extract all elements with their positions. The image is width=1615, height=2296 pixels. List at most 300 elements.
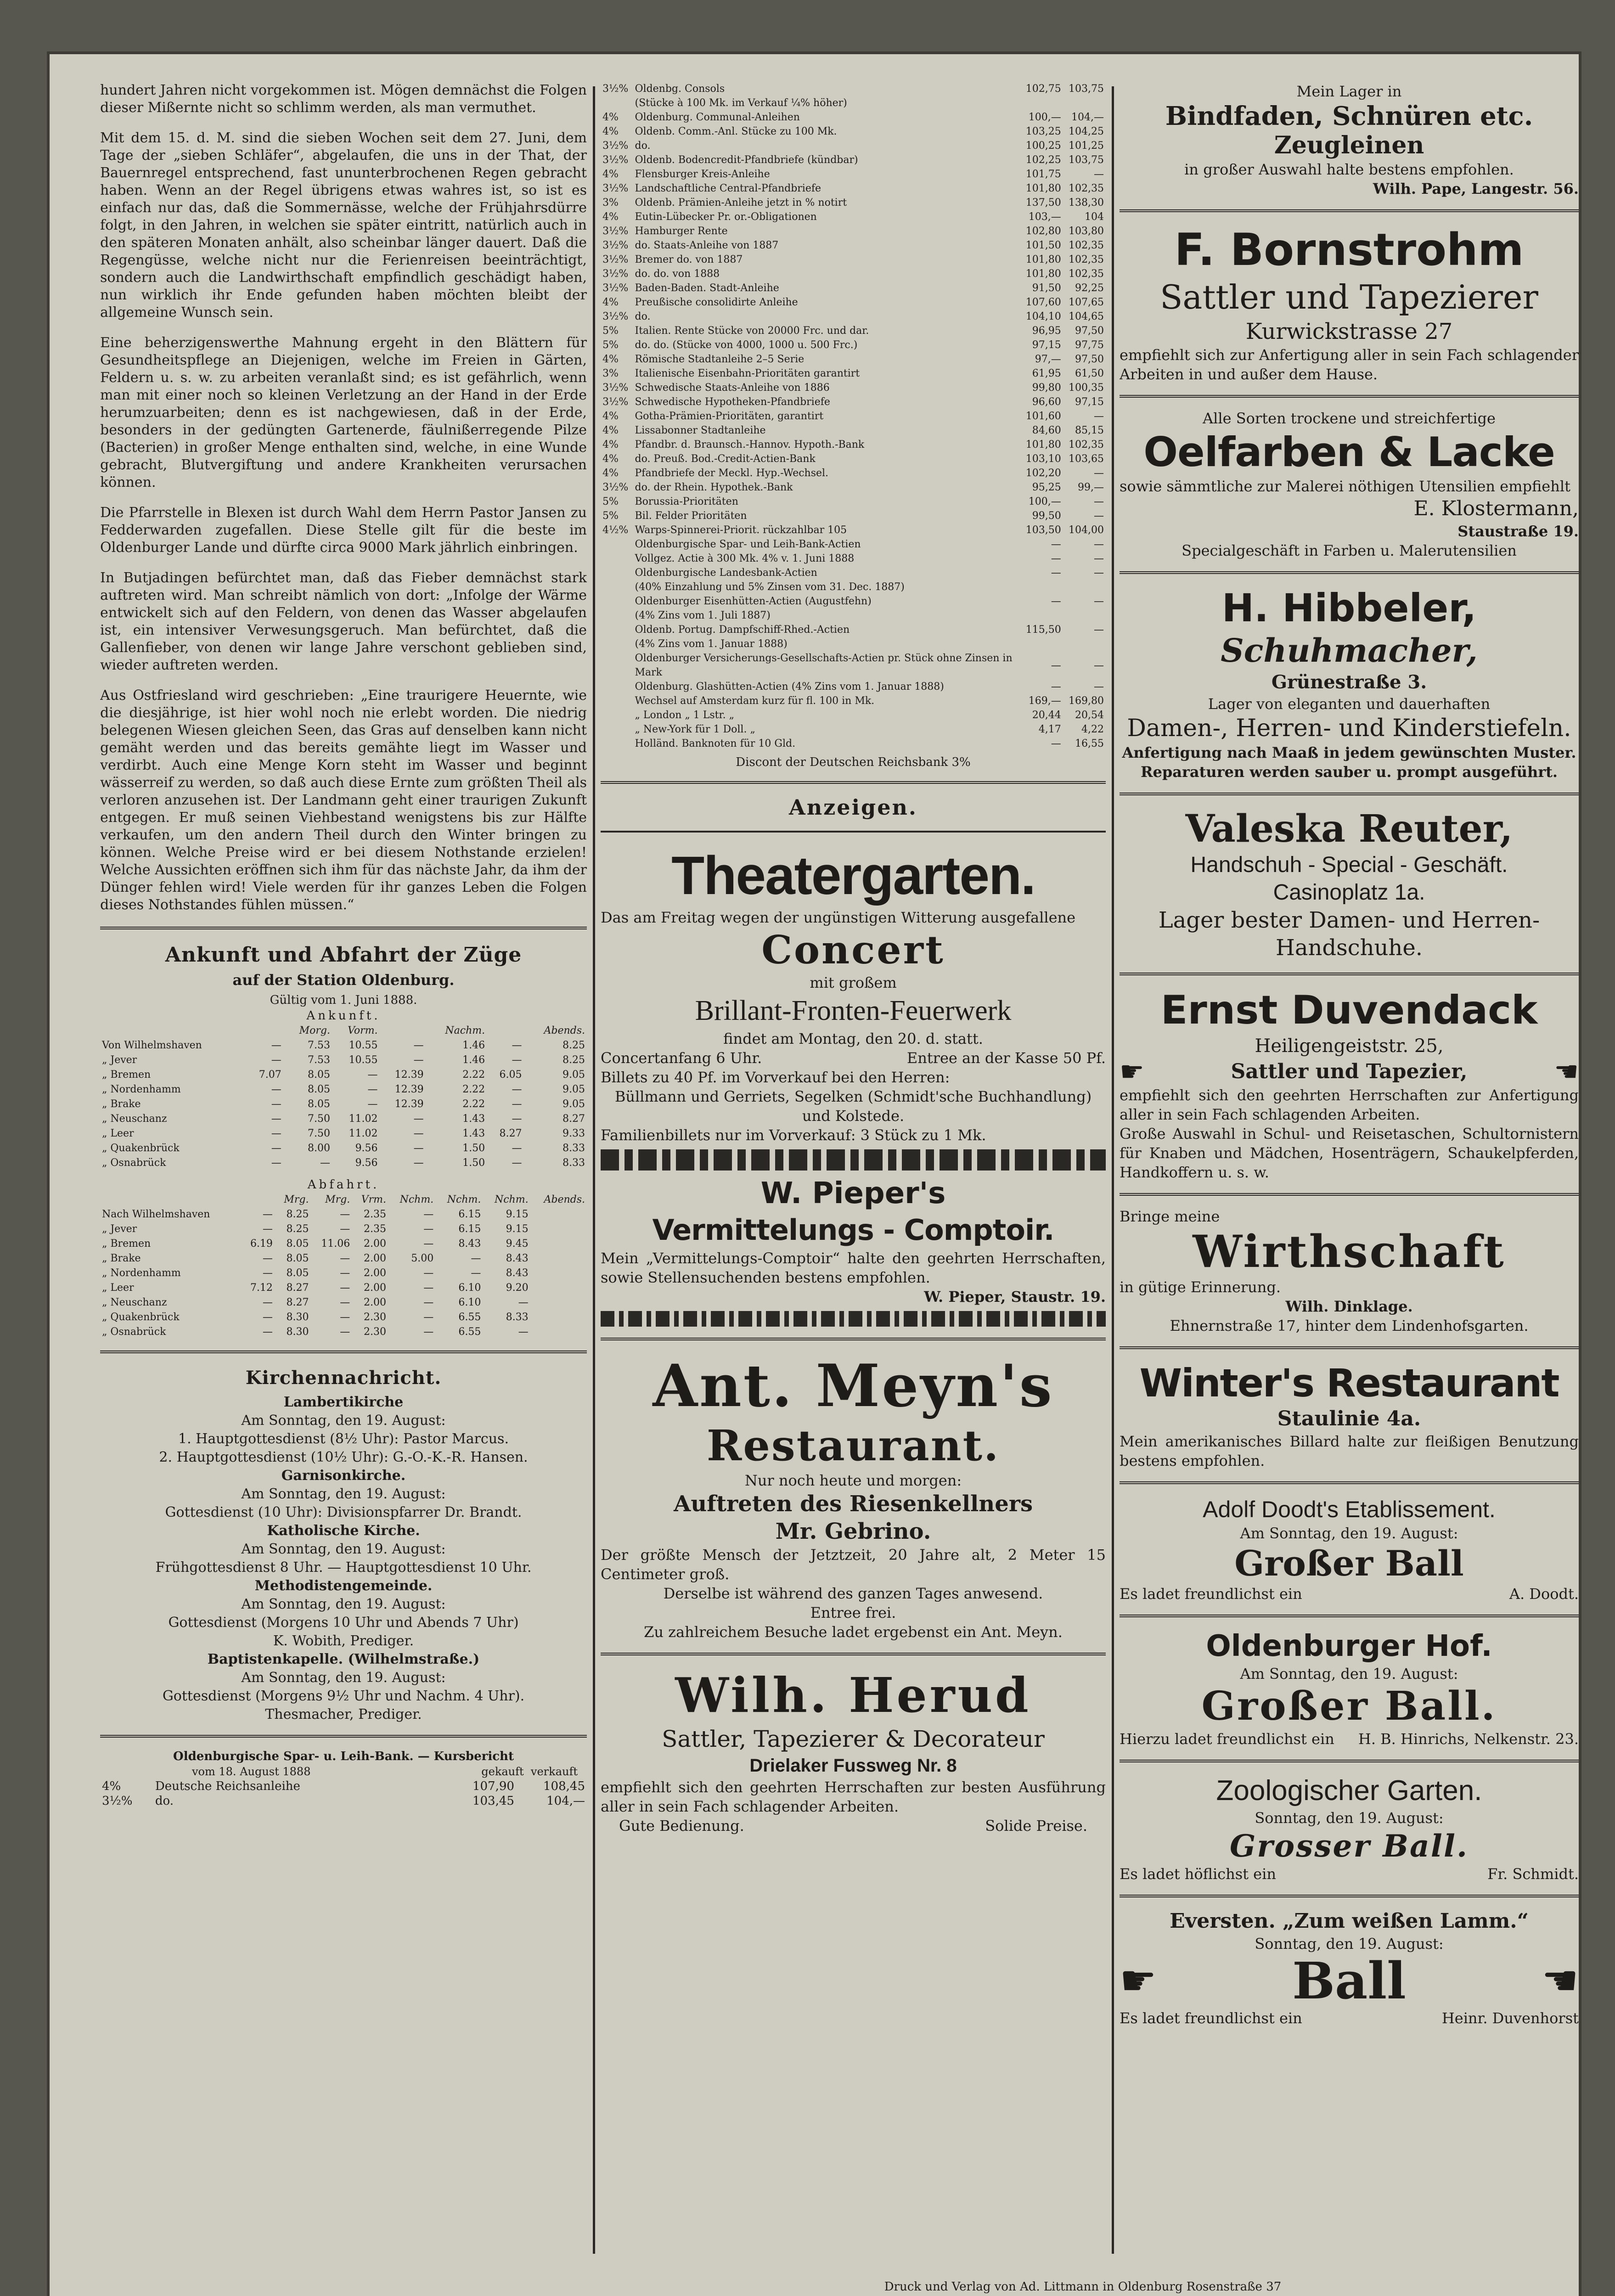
divider bbox=[1120, 209, 1579, 212]
doodt-left: Es ladet freundlichst ein bbox=[1120, 1585, 1302, 1603]
table-cell: 2.00 bbox=[364, 1253, 386, 1264]
table-cell: 3½% bbox=[602, 254, 629, 265]
table-cell: (40% Einzahlung und 5% Zinsen vom 31. Dec. 1887) bbox=[635, 581, 905, 593]
news-paragraph: In Butjadingen befürchtet man, daß das Fieber demnächst stark auftreten wird. Man schreibt nämlich von dort: „Infolge der Wärme entwickelt sich auf den Feldern, von denen das Wasser abgelaufen ist, ein intensiver Verwesungsgeruch. Man befürchtet, daß die Gallenfieber, von denen wir lange Jahre verschont geblieben sind, wieder auftreten werden. bbox=[100, 570, 587, 673]
table-cell: Lissabonner Stadtanleihe bbox=[635, 425, 766, 436]
table-header-cell: Nachm. bbox=[445, 1025, 485, 1036]
table-cell: — bbox=[262, 1267, 273, 1279]
column-market-ads bbox=[601, 82, 1106, 2272]
table-cell: — bbox=[1094, 539, 1104, 550]
church-line: Gottesdienst (10 Uhr): Divisionspfarrer Dr. Brandt. bbox=[165, 1504, 522, 1520]
ohof-date: Am Sonntag, den 19. August: bbox=[1240, 1665, 1458, 1683]
meyn-l6: Entree frei. bbox=[810, 1604, 896, 1621]
winter-title: Winter's Restaurant bbox=[1139, 1361, 1559, 1406]
table-cell: 5% bbox=[602, 325, 619, 337]
table-cell: 1.46 bbox=[462, 1054, 485, 1066]
klostermann-l3: Specialgeschäft in Farben u. Malerutensilien bbox=[1182, 542, 1517, 559]
table-cell: 10.55 bbox=[349, 1040, 378, 1051]
table-row bbox=[601, 366, 1106, 381]
divider bbox=[601, 831, 1106, 833]
divider bbox=[1120, 395, 1579, 398]
hibbeler-title: Schuhmacher, bbox=[1221, 631, 1478, 670]
discount-rate: Discont der Deutschen Reichsbank 3% bbox=[736, 755, 971, 769]
table-cell: 7.53 bbox=[307, 1040, 330, 1051]
concert-vendors: Büllmann und Gerriets, Segelken (Schmidt'sche Buchhandlung) und Kolstede. bbox=[614, 1088, 1092, 1125]
table-row bbox=[100, 1053, 587, 1068]
table-row bbox=[100, 1310, 587, 1325]
table-row bbox=[100, 1222, 587, 1237]
table-cell: 10.55 bbox=[349, 1054, 378, 1066]
table-cell: 2.35 bbox=[364, 1223, 386, 1235]
table-cell: 2.00 bbox=[364, 1238, 386, 1249]
table-row bbox=[601, 637, 1106, 651]
table-cell: 5% bbox=[602, 496, 619, 507]
divider bbox=[1120, 1760, 1579, 1762]
ad-hibbeler bbox=[1120, 585, 1579, 782]
bank-title: Oldenburgische Spar- u. Leih-Bank. — Kursbericht bbox=[173, 1750, 514, 1763]
table-cell: — bbox=[367, 1084, 378, 1095]
table-cell: 104,— bbox=[546, 1794, 585, 1808]
table-header-cell: Mrg. bbox=[284, 1194, 309, 1205]
dinklage-sign: Wilh. Dinklage. bbox=[1285, 1298, 1413, 1315]
table-row bbox=[601, 708, 1106, 722]
zoo-title: Zoologischer Garten. bbox=[1216, 1775, 1482, 1806]
divider bbox=[601, 1653, 1106, 1655]
table-row bbox=[601, 438, 1106, 452]
table-cell: 2.30 bbox=[364, 1311, 386, 1323]
meyn-name: Ant. Meyn's bbox=[653, 1352, 1054, 1420]
klostermann-sign: E. Klostermann, bbox=[1413, 497, 1579, 520]
table-cell: 8.05 bbox=[286, 1267, 309, 1279]
table-cell: — bbox=[512, 1098, 522, 1110]
ad-winter bbox=[1120, 1360, 1579, 1470]
table-cell: do. Staats-Anleihe von 1887 bbox=[635, 240, 779, 251]
table-cell: 8.30 bbox=[286, 1326, 309, 1338]
table-cell: — bbox=[340, 1223, 350, 1235]
table-cell: — bbox=[271, 1098, 281, 1110]
meyn-title: Restaurant. bbox=[706, 1421, 1000, 1470]
table-cell: — bbox=[1094, 169, 1104, 180]
church-line: Am Sonntag, den 19. August: bbox=[241, 1541, 446, 1557]
table-cell: — bbox=[413, 1157, 424, 1169]
ad-theatergarten bbox=[601, 844, 1106, 1145]
table-cell: 84,60 bbox=[1032, 425, 1061, 436]
table-row bbox=[601, 495, 1106, 509]
church-line: 1. Hauptgottesdienst (8½ Uhr): Pastor Marcus. bbox=[178, 1431, 509, 1447]
table-cell: Holländ. Banknoten für 10 Gld. bbox=[635, 738, 796, 749]
table-cell: 7.12 bbox=[250, 1282, 273, 1294]
concert-mit: mit großem bbox=[810, 974, 897, 991]
table-cell: — bbox=[1094, 681, 1104, 692]
pieper-sign: W. Pieper, Staustr. 19. bbox=[924, 1288, 1106, 1306]
reuter-l3: Lager bester Damen- und Herren-Handschuhe. bbox=[1158, 907, 1540, 961]
table-cell: 6.15 bbox=[458, 1223, 481, 1235]
table-cell: Oldenburg. Communal-Anleihen bbox=[635, 112, 800, 123]
table-cell: 8.27 bbox=[286, 1282, 309, 1294]
table-row bbox=[601, 722, 1106, 737]
table-cell: 3½% bbox=[602, 311, 629, 322]
table-cell: 6.55 bbox=[458, 1311, 481, 1323]
table-cell: 8.30 bbox=[286, 1311, 309, 1323]
herud-address: Drielaker Fussweg Nr. 8 bbox=[749, 1756, 957, 1776]
table-cell: 103,80 bbox=[1069, 225, 1104, 237]
table-cell: — bbox=[1094, 659, 1104, 671]
church-line: Frühgottesdienst 8 Uhr. — Hauptgottesdienst 10 Uhr. bbox=[155, 1559, 532, 1576]
table-cell: — bbox=[1094, 510, 1104, 522]
table-cell: 101,50 bbox=[1025, 240, 1061, 251]
table-cell: 102,25 bbox=[1025, 154, 1061, 166]
table-cell: 102,35 bbox=[1069, 254, 1104, 265]
bornstrohm-text: empfiehlt sich zur Anfertigung aller in sein Fach schlagender Arbeiten in und außer dem Hause. bbox=[1120, 346, 1579, 383]
table-cell: „ Osnabrück bbox=[102, 1326, 166, 1338]
table-cell: (4% Zins vom 1. Juli 1887) bbox=[635, 610, 771, 621]
ad-klostermann bbox=[1120, 409, 1579, 560]
doodt-title: Adolf Doodt's Etablissement. bbox=[1203, 1497, 1496, 1522]
table-cell: — bbox=[423, 1326, 434, 1338]
table-row bbox=[601, 537, 1106, 551]
table-cell: 5% bbox=[602, 510, 619, 522]
ad-oldenburger-hof bbox=[1120, 1628, 1579, 1749]
table-cell: Oldenburg. Glashütten-Actien (4% Zins vom 1. Januar 1888) bbox=[635, 681, 944, 692]
dinklage-l2: in gütige Erinnerung. bbox=[1120, 1278, 1281, 1296]
table-cell: — bbox=[262, 1209, 273, 1220]
church-line: Thesmacher, Prediger. bbox=[265, 1706, 422, 1722]
table-row bbox=[100, 1237, 587, 1251]
table-cell: 9.56 bbox=[355, 1142, 378, 1154]
table-cell: 20,44 bbox=[1032, 709, 1061, 721]
table-cell: 9.20 bbox=[506, 1282, 529, 1294]
church-line: Gottesdienst (Morgens 9½ Uhr und Nachm. 4 Uhr). bbox=[162, 1688, 525, 1704]
table-row bbox=[100, 1794, 587, 1808]
table-cell: 4% bbox=[602, 453, 619, 465]
lamm-right: Heinr. Duvenhorst bbox=[1441, 2009, 1579, 2027]
hibbeler-l1: Lager von eleganten und dauerhaften bbox=[1208, 695, 1491, 713]
table-cell: Schwedische Hypotheken-Pfandbriefe bbox=[635, 396, 830, 408]
duvendack-l2: Große Auswahl in Schul- und Reisetaschen, Schultornistern für Knaben und Mädchen, Hosenträgern, Schaukelpferden, Handkoffern u. s. w. bbox=[1120, 1125, 1579, 1181]
table-cell: 3½% bbox=[602, 382, 629, 394]
table-cell: — bbox=[271, 1084, 281, 1095]
table-cell: 104 bbox=[1085, 211, 1104, 223]
table-cell: 3½% bbox=[602, 154, 629, 166]
table-cell: 3½% bbox=[602, 282, 629, 294]
table-cell: 99,80 bbox=[1032, 382, 1061, 394]
table-cell: 1.43 bbox=[462, 1128, 485, 1139]
table-cell: Borussia-Prioritäten bbox=[635, 496, 738, 507]
table-cell: „ Leer bbox=[102, 1282, 134, 1294]
ad-meyn bbox=[601, 1351, 1106, 1642]
table-cell: 107,65 bbox=[1069, 297, 1104, 308]
church-line: Am Sonntag, den 19. August: bbox=[241, 1596, 446, 1612]
church-line: 2. Hauptgottesdienst (10½ Uhr): G.-O.-K.-R. Hansen. bbox=[159, 1449, 528, 1465]
table-cell: „ Neuschanz bbox=[102, 1297, 167, 1308]
concert-date: findet am Montag, den 20. d. statt. bbox=[723, 1030, 983, 1047]
bornstrohm-address: Kurwickstrasse 27 bbox=[1245, 319, 1453, 344]
table-cell: 95,25 bbox=[1032, 482, 1061, 493]
pieper-name: W. Pieper's bbox=[760, 1176, 946, 1210]
table-cell: 8.27 bbox=[499, 1128, 522, 1139]
table-cell: 8.05 bbox=[286, 1238, 309, 1249]
ad-reuter bbox=[1120, 806, 1579, 962]
doodt-ball: Großer Ball bbox=[1234, 1543, 1464, 1584]
table-cell: Italien. Rente Stücke von 20000 Frc. und dar. bbox=[635, 325, 869, 337]
table-cell: do. do. von 1888 bbox=[635, 268, 720, 280]
table-row bbox=[100, 1325, 587, 1339]
table-cell: „ London „ 1 Lstr. „ bbox=[635, 709, 735, 721]
bank-table bbox=[100, 1779, 587, 1808]
table-cell: — bbox=[271, 1128, 281, 1139]
table-cell: 11.02 bbox=[349, 1128, 378, 1139]
timetable-subtitle: auf der Station Oldenburg. bbox=[232, 971, 455, 989]
table-cell: 6.15 bbox=[458, 1209, 481, 1220]
table-cell: 99,— bbox=[1078, 482, 1104, 493]
table-cell: — bbox=[262, 1311, 273, 1323]
table-cell: — bbox=[423, 1297, 434, 1308]
column-ads bbox=[1120, 82, 1579, 2272]
table-cell: Preußische consolidirte Anleihe bbox=[635, 297, 798, 308]
table-row bbox=[601, 295, 1106, 310]
table-cell: 102,80 bbox=[1025, 225, 1061, 237]
table-cell: 104,25 bbox=[1069, 126, 1104, 137]
pape-sign: Wilh. Pape, Langestr. 56. bbox=[1373, 180, 1579, 197]
table-row bbox=[601, 324, 1106, 338]
table-cell: Gotha-Prämien-Prioritäten, garantirt bbox=[635, 411, 824, 422]
hibbeler-name: H. Hibbeler, bbox=[1221, 585, 1477, 630]
table-cell: 5.00 bbox=[411, 1253, 434, 1264]
bank-head-buy: gekauft bbox=[481, 1765, 524, 1778]
pape-l1: Mein Lager in bbox=[1296, 83, 1402, 100]
table-cell: Landschaftliche Central-Pfandbriefe bbox=[635, 183, 822, 194]
ad-duvendack bbox=[1120, 986, 1579, 1182]
table-row bbox=[601, 338, 1106, 352]
table-cell: do. do. (Stücke von 4000, 1000 u. 500 Frc.) bbox=[635, 339, 858, 351]
table-cell: — bbox=[340, 1311, 350, 1323]
herud-right: Solide Preise. bbox=[985, 1817, 1087, 1835]
news-paragraph: Aus Ostfriesland wird geschrieben: „Eine traurigere Heuernte, wie die diesjährige, ist hier wohl noch nie erlebt worden. Die niedrig belegenen Wiesen gleichen Seen, das Gras auf denselben kann nicht gemäht werden und das bereits gemähte liegt im Wasser und verdirbt. Auch eine Menge Korn steht im Wasser und beginnt wässerreif zu werden, so daß auch diese Ernte zum größten Theil als verloren anzusehen ist. Der Landmann geht einer traurigen Zukunft entgegen. Er muß seinen Viehbestand wenigstens bis zur Hälfte verkaufen, um den andern Theil durch den Winter bringen zu können. Welche Preise wird er bei diesem Nothstande erzielen! Welche Aussichten eröffnen sich ihm für das nächste Jahr, da ihm der Dünger fehlen wird! Viele werden für ihr ganzes Leben die Folgen dieses Nothstandes fühlen müssen.“ bbox=[100, 687, 587, 913]
klostermann-address: Staustraße 19. bbox=[1457, 523, 1579, 540]
table-cell: — bbox=[423, 1267, 434, 1279]
table-cell: 8.25 bbox=[563, 1054, 585, 1066]
fireworks-title: Brillant-Fronten-Feuerwerk bbox=[695, 995, 1012, 1026]
divider bbox=[100, 927, 587, 929]
table-cell: 8.25 bbox=[563, 1040, 585, 1051]
zoo-date: Sonntag, den 19. August: bbox=[1255, 1809, 1444, 1827]
table-row bbox=[601, 680, 1106, 694]
table-cell: 2.35 bbox=[364, 1209, 386, 1220]
lamm-left: Es ladet freundlichst ein bbox=[1120, 2009, 1302, 2027]
table-cell: 12.39 bbox=[394, 1084, 424, 1095]
table-row bbox=[601, 580, 1106, 594]
table-cell: 8.33 bbox=[563, 1157, 585, 1169]
table-cell: — bbox=[518, 1297, 529, 1308]
church-name: Methodistengemeinde. bbox=[254, 1578, 433, 1594]
table-cell: 11.06 bbox=[321, 1238, 350, 1249]
ad-herud bbox=[601, 1666, 1106, 1835]
table-cell: 101,80 bbox=[1025, 183, 1061, 194]
table-cell: Oldenburgische Landesbank-Actien bbox=[635, 567, 817, 579]
table-cell: 16,55 bbox=[1075, 738, 1104, 749]
table-cell: 8.27 bbox=[563, 1113, 585, 1125]
table-cell: 3½% bbox=[102, 1794, 133, 1808]
table-cell: „ Osnabrück bbox=[102, 1157, 166, 1169]
concert-start: Concertanfang 6 Uhr. bbox=[601, 1049, 762, 1067]
table-cell: 103,10 bbox=[1025, 453, 1061, 465]
table-cell: 103,— bbox=[1028, 211, 1061, 223]
table-row bbox=[601, 110, 1106, 124]
table-cell bbox=[1020, 96, 1063, 110]
table-cell: — bbox=[340, 1267, 350, 1279]
table-cell: — bbox=[1094, 411, 1104, 422]
table-cell: 61,50 bbox=[1075, 368, 1104, 379]
ad-zoo bbox=[1120, 1773, 1579, 1884]
concert-entry: Entree an der Kasse 50 Pf. bbox=[906, 1049, 1106, 1067]
table-cell: — bbox=[423, 1209, 434, 1220]
table-cell: 101,25 bbox=[1069, 140, 1104, 152]
table-cell: — bbox=[512, 1084, 522, 1095]
table-cell: — bbox=[262, 1297, 273, 1308]
meyn-l3: Mr. Gebrino. bbox=[775, 1519, 931, 1544]
table-cell: 8.33 bbox=[506, 1311, 529, 1323]
table-cell: „ Neuschanz bbox=[102, 1113, 167, 1125]
ornament-border bbox=[601, 1311, 1106, 1327]
table-cell: 4% bbox=[602, 297, 619, 308]
table-cell bbox=[1063, 608, 1106, 623]
pieper-title: Vermittelungs - Comptoir. bbox=[652, 1213, 1054, 1247]
table-row bbox=[601, 566, 1106, 580]
table-cell bbox=[601, 96, 633, 110]
zoo-right: Fr. Schmidt. bbox=[1487, 1865, 1579, 1883]
duvendack-address: Heiligengeiststr. 25, bbox=[1255, 1035, 1444, 1057]
divider bbox=[100, 1351, 587, 1353]
table-cell: — bbox=[271, 1054, 281, 1066]
table-row bbox=[601, 210, 1106, 224]
table-row bbox=[601, 423, 1106, 438]
table-cell: 3½% bbox=[602, 396, 629, 408]
table-cell: 102,35 bbox=[1069, 183, 1104, 194]
table-row bbox=[601, 82, 1106, 96]
table-cell bbox=[601, 551, 633, 566]
pape-l2: Bindfaden, Schnüren etc. bbox=[1165, 101, 1533, 131]
column-news bbox=[100, 82, 587, 2272]
table-cell: 3% bbox=[602, 197, 619, 208]
table-row bbox=[601, 153, 1106, 167]
table-cell: — bbox=[271, 1142, 281, 1154]
table-row bbox=[601, 181, 1106, 196]
table-cell: — bbox=[262, 1223, 273, 1235]
table-cell: 5% bbox=[602, 339, 619, 351]
table-cell: — bbox=[423, 1282, 434, 1294]
divider bbox=[1120, 571, 1579, 574]
table-row bbox=[601, 267, 1106, 281]
reuter-l1: Handschuh - Special - Geschäft. bbox=[1190, 853, 1508, 877]
table-cell: „ Bremen bbox=[102, 1238, 151, 1249]
table-cell: 8.43 bbox=[506, 1267, 529, 1279]
table-cell: Oldenburger Versicherungs-Gesellschafts-Actien pr. Stück ohne Zinsen in Mark bbox=[635, 653, 1013, 678]
ad-pieper bbox=[601, 1175, 1106, 1306]
table-cell: 169,80 bbox=[1069, 695, 1104, 707]
table-row bbox=[601, 238, 1106, 253]
table-cell: 101,80 bbox=[1025, 268, 1061, 280]
bornstrohm-title: Sattler und Tapezierer bbox=[1160, 278, 1538, 316]
table-header-cell: Nchm. bbox=[447, 1194, 481, 1205]
table-cell: 11.02 bbox=[349, 1113, 378, 1125]
table-cell: 6.10 bbox=[458, 1282, 481, 1294]
meyn-l4: Der größte Mensch der Jetztzeit, 20 Jahre alt, 2 Meter 15 Centimeter groß. bbox=[601, 1546, 1106, 1583]
table-cell: — bbox=[340, 1209, 350, 1220]
pieper-text: Mein „Vermittelungs-Comptoir“ halte den geehrten Herrschaften, sowie Stellensuchenden bestens empfohlen. bbox=[601, 1249, 1106, 1286]
meyn-l5: Derselbe ist während des ganzen Tages anwesend. bbox=[663, 1585, 1043, 1602]
table-header-cell bbox=[487, 1024, 523, 1038]
divider bbox=[1120, 1895, 1579, 1897]
herud-left: Gute Bedienung. bbox=[619, 1817, 744, 1835]
table-row bbox=[100, 1266, 587, 1281]
table-cell: — bbox=[1051, 553, 1061, 564]
table-cell: 100,— bbox=[1028, 496, 1061, 507]
column-rule bbox=[593, 86, 595, 2254]
pointing-hand-right-icon: ☛ bbox=[1120, 1957, 1157, 2005]
lamm-ball: Ball bbox=[1292, 1951, 1406, 2010]
table-cell: 104,10 bbox=[1025, 311, 1061, 322]
table-row bbox=[601, 196, 1106, 210]
arrival-table bbox=[100, 1024, 587, 1171]
table-cell: do. bbox=[155, 1794, 174, 1808]
table-cell bbox=[601, 651, 633, 680]
table-cell: 9.33 bbox=[563, 1128, 585, 1139]
table-cell: „ Jever bbox=[102, 1223, 137, 1235]
pointing-hand-right-icon: ☛ bbox=[1120, 1056, 1144, 1088]
church-list bbox=[100, 1393, 587, 1724]
table-cell: 4% bbox=[102, 1779, 121, 1793]
table-row bbox=[601, 523, 1106, 537]
winter-address: Staulinie 4a. bbox=[1277, 1407, 1421, 1430]
table-cell: 138,30 bbox=[1069, 197, 1104, 208]
table-row bbox=[601, 651, 1106, 680]
table-cell bbox=[601, 623, 633, 637]
table-row bbox=[100, 1251, 587, 1266]
dinklage-l1: Bringe meine bbox=[1120, 1208, 1220, 1225]
table-cell: 8.05 bbox=[286, 1253, 309, 1264]
table-cell: — bbox=[1094, 467, 1104, 479]
table-cell: 137,50 bbox=[1025, 197, 1061, 208]
church-line: K. Wobith, Prediger. bbox=[273, 1633, 414, 1649]
table-cell: — bbox=[1094, 496, 1104, 507]
table-cell: 61,95 bbox=[1032, 368, 1061, 379]
table-row bbox=[100, 1295, 587, 1310]
table-row bbox=[601, 124, 1106, 139]
table-row bbox=[601, 409, 1106, 423]
table-row bbox=[100, 1156, 587, 1171]
table-cell: 2.22 bbox=[462, 1098, 485, 1110]
table-cell: 8.05 bbox=[307, 1084, 330, 1095]
table-cell: 4,17 bbox=[1038, 724, 1061, 735]
table-cell: 3½% bbox=[602, 140, 629, 152]
table-cell: 12.39 bbox=[394, 1098, 424, 1110]
table-cell: 3% bbox=[602, 368, 619, 379]
table-row bbox=[601, 509, 1106, 523]
table-cell bbox=[601, 737, 633, 751]
table-cell: 103,45 bbox=[472, 1794, 514, 1808]
lamm-date: Sonntag, den 19. August: bbox=[1255, 1935, 1444, 1953]
herud-title: Sattler, Tapezierer & Decorateur bbox=[662, 1726, 1045, 1752]
table-row bbox=[601, 694, 1106, 708]
table-cell bbox=[601, 722, 633, 737]
table-cell: — bbox=[413, 1142, 424, 1154]
table-row bbox=[601, 551, 1106, 566]
table-row bbox=[601, 452, 1106, 466]
table-cell: 4% bbox=[602, 411, 619, 422]
table-cell: 12.39 bbox=[394, 1069, 424, 1080]
table-row bbox=[100, 1281, 587, 1295]
church-line: Am Sonntag, den 19. August: bbox=[241, 1412, 446, 1429]
